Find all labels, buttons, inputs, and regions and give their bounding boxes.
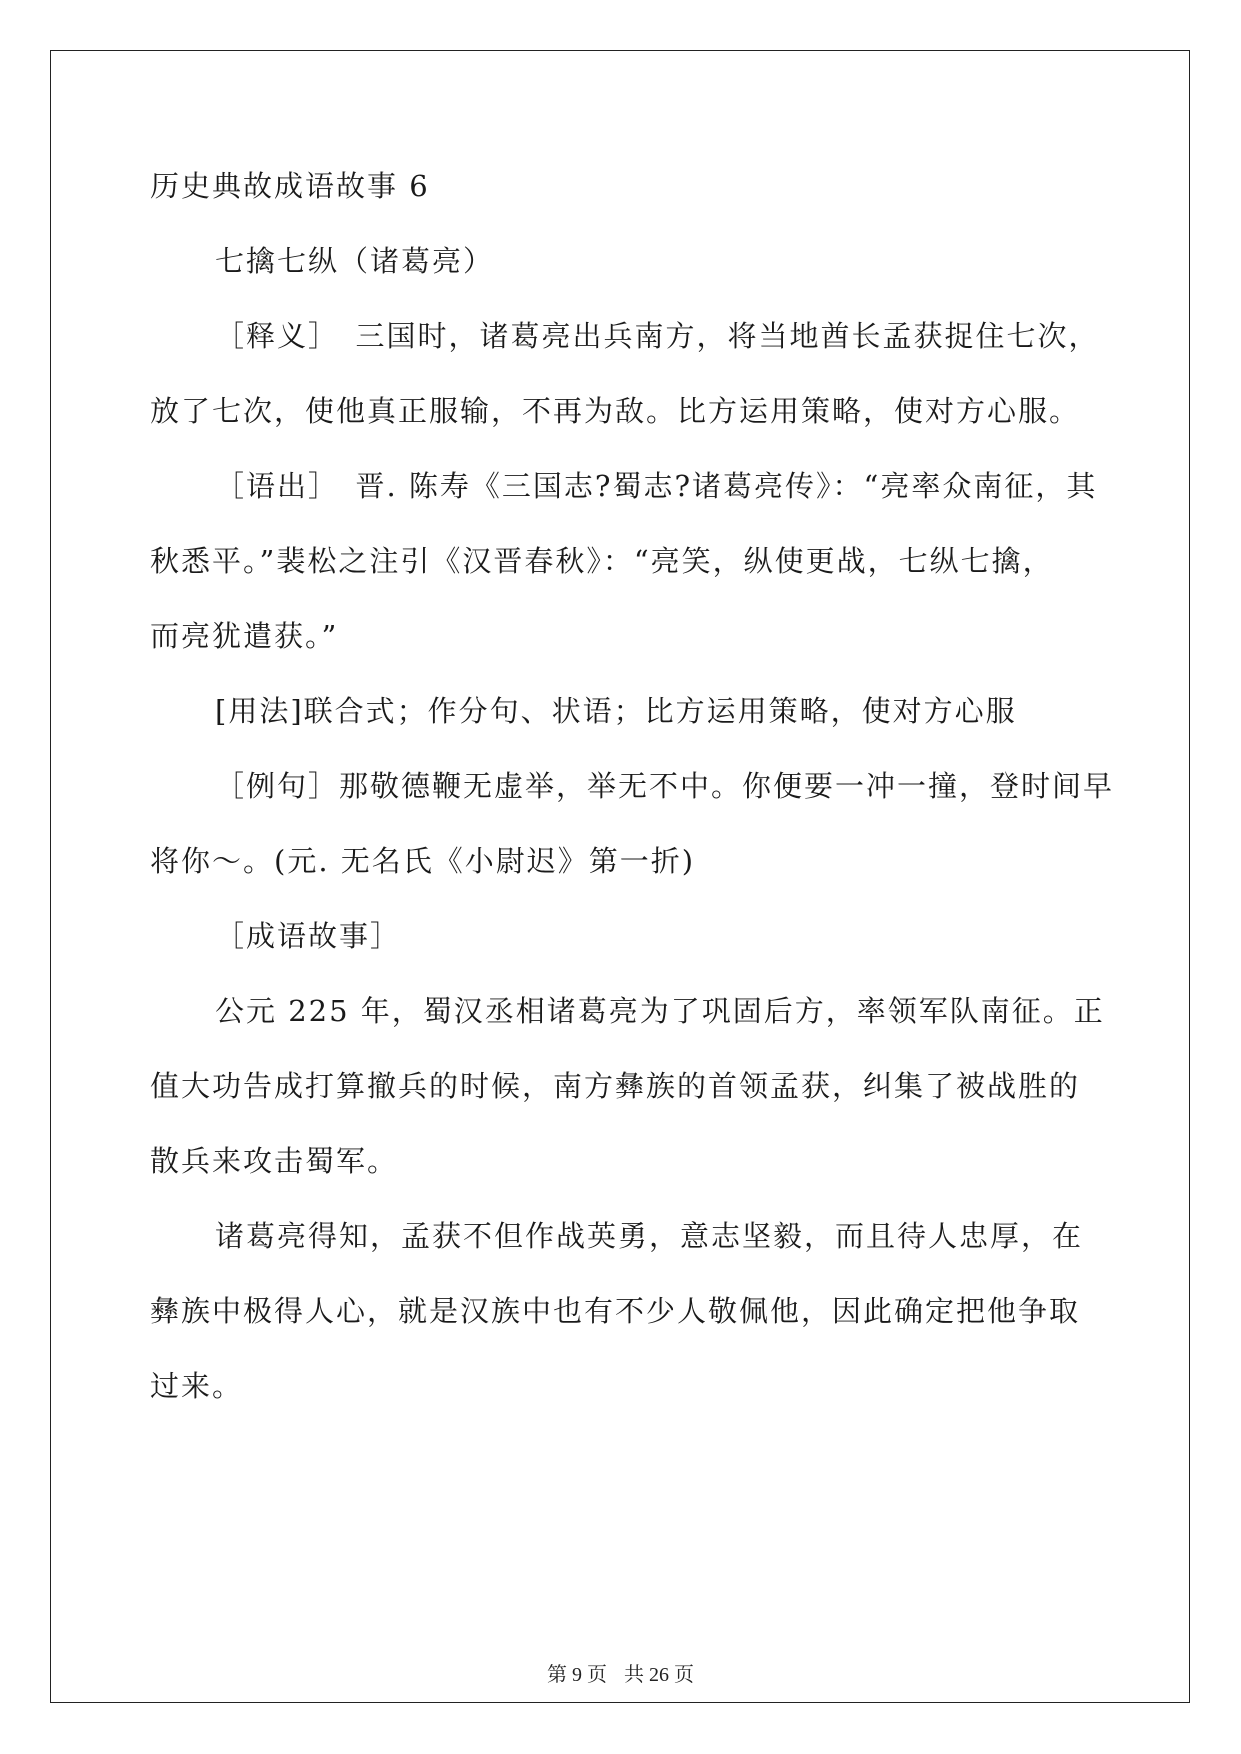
page-footer [0, 1658, 1241, 1687]
story-heading: ［成语故事］ [215, 919, 402, 953]
story-para2-line-3: 过来。 [150, 1369, 244, 1403]
story-para1-line-1: 公元 225 年，蜀汉丞相诸葛亮为了巩固后方，率领军队南征。正 [215, 994, 1105, 1028]
source-line-3: 而亮犹遣获。” [150, 619, 339, 653]
usage-line: [用法]联合式；作分句、状语；比方运用策略，使对方心服 [215, 694, 1017, 728]
definition-line-1: ［释义］ 三国时，诸葛亮出兵南方，将当地酋长孟获捉住七次， [215, 319, 1100, 353]
story-para2-line-2: 彝族中极得人心，就是汉族中也有不少人敬佩他，因此确定把他争取 [150, 1294, 1081, 1328]
page-number: 第 9 页 [547, 1664, 607, 1686]
example-line-1: ［例句］那敬德鞭无虚举，举无不中。你便要一冲一撞，登时间早 [215, 769, 1115, 803]
story-para1-line-3: 散兵来攻击蜀军。 [150, 1144, 399, 1178]
source-line-2: 秋悉平。”裴松之注引《汉晋春秋》：“亮笑，纵使更战，七纵七擒， [150, 544, 1054, 578]
idiom-heading: 七擒七纵（诸葛亮） [215, 244, 495, 278]
story-para1-line-2: 值大功告成打算撤兵的时候，南方彝族的首领孟获，纠集了被战胜的 [150, 1069, 1081, 1103]
story-para2-line-1: 诸葛亮得知，孟获不但作战英勇，意志坚毅，而且待人忠厚，在 [215, 1219, 1084, 1253]
definition-line-2: 放了七次，使他真正服输，不再为敌。比方运用策略，使对方心服。 [150, 394, 1081, 428]
example-line-2: 将你～。(元. 无名氏《小尉迟》第一折) [150, 844, 696, 878]
page-title: 历史典故成语故事 6 [150, 169, 430, 203]
source-line-1: ［语出］ 晋. 陈寿《三国志?蜀志?诸葛亮传》：“亮率众南征，其 [215, 469, 1098, 503]
page-total: 共 26 页 [624, 1664, 694, 1686]
